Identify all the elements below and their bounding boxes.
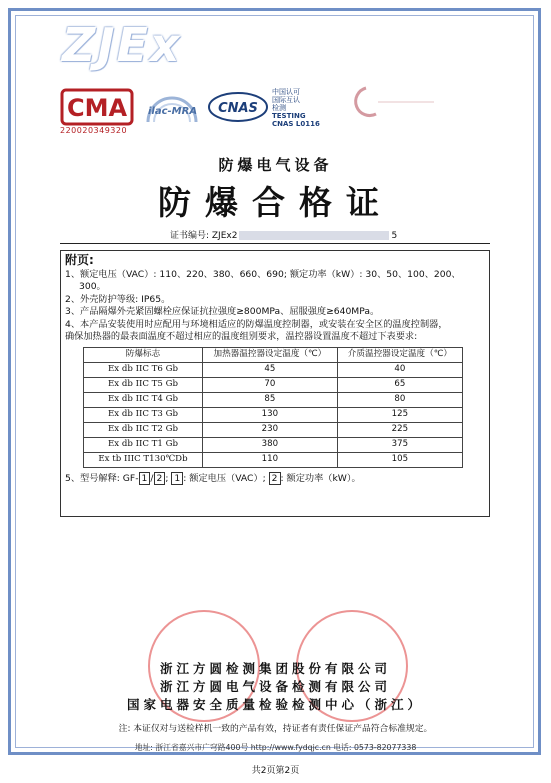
item-1-cont: 300。 [79,281,106,292]
org-2: 浙江方圆电气设备检测有限公司 [159,679,391,694]
table-header: 介质温控器设定温度（℃） [337,347,462,362]
cnas-text [272,88,322,128]
cma-logo-icon [60,88,134,128]
item-5: 5、型号解释: GF- 1 / 2 ; 1 : 额定电压（VAC）; 2 : 额定功率（kW）。 [65,472,361,484]
document-subtitle: 防爆电气设备 [218,156,333,174]
header-divider [60,243,490,244]
table-cell: Ex db IIC T3 Gb [84,407,203,422]
table-row [84,392,463,407]
ilac-label: ilac-MRA [148,106,198,117]
table-header: 防爆标志 [84,347,203,362]
table-cell: 70 [203,377,338,392]
org-3: 国家电器安全质量检验检测中心（浙江） [126,697,424,712]
svg-text:CNAS: CNAS [218,101,258,116]
redacted-block [239,231,389,240]
table-header-row [84,347,463,362]
table-cell: Ex db IIC T2 Gb [84,422,203,437]
cnas-line4: TESTING [272,112,306,120]
table-row [84,407,463,422]
table-row [84,362,463,377]
brand-logo: ZJEx [62,18,182,72]
table-cell: Ex db IIC T6 Gb [84,362,203,377]
table-cell: 130 [203,407,338,422]
cnas-line2: 国际互认 [272,96,300,104]
cnas-line3: 检测 [272,104,286,112]
appendix-heading: 附页: [65,253,94,267]
logo-row [60,82,490,142]
table-row [84,422,463,437]
org-1: 浙江方圆检测集团股份有限公司 [159,661,391,676]
item-5-rest1: : 额定电压（VAC）; [183,472,269,484]
table-cell: 80 [337,392,462,407]
item-5-prefix: 5、型号解释: GF- [65,472,139,484]
certificate-number [170,228,397,241]
table-row [84,437,463,452]
table-cell: 65 [337,377,462,392]
item-5-rest2: : 额定功率（kW）。 [280,472,361,484]
appendix-box [60,250,490,517]
cma-number: 220020349320 [60,126,128,135]
issuing-organizations [0,660,551,714]
table-row [84,377,463,392]
svg-text:CMA: CMA [66,94,128,122]
table-row [84,452,463,467]
table-cell: Ex db IIC T5 Gb [84,377,203,392]
table-cell: 40 [337,362,462,377]
cnas-logo-icon [208,92,268,122]
item-3: 3、产品隔爆外壳紧固螺栓应保证抗拉强度≥800MPa、屈服强度≥640MPa。 [65,306,380,317]
item-5-sep: ; [165,472,172,484]
table-cell: 375 [337,437,462,452]
legend-box-1: 1 [171,472,183,485]
cert-suffix: 5 [391,231,398,241]
test-center-logo-icon [338,82,438,122]
table-cell: Ex db IIC T4 Gb [84,392,203,407]
table-cell: 110 [203,452,338,467]
table-cell: Ex tb IIIC T130℃Db [84,452,203,467]
cert-label: 证书编号: ZJEx2 [170,231,238,241]
table-cell: 105 [337,452,462,467]
legend-box-2: 2 [269,472,281,485]
table-cell: 85 [203,392,338,407]
cnas-line5: CNAS L0116 [272,120,320,128]
temperature-table [83,347,463,468]
item-4b: 确保加热器的最表面温度不超过相应的温度组别要求，温控器设置温度不超过下表要求: [65,331,418,342]
page-number: 共2页第2页 [251,766,300,776]
model-box-2: 2 [154,472,166,485]
item-4a: 4、本产品安装使用时应配用与环境相适应的防爆温度控制器，或安装在安全区的温度控制器， [65,318,448,330]
table-cell: 380 [203,437,338,452]
footer-address: 地址: 浙江省嘉兴市广穹路400号 http://www.fydqjc.cn 电话: 0573-82077338 [134,743,417,752]
cnas-line1: 中国认可 [272,88,300,96]
model-box-1: 1 [139,472,151,485]
footer-note: 注: 本证仅对与送检样机一致的产品有效，持证者有责任保证产品符合标准规定。 [118,724,433,734]
table-cell: 45 [203,362,338,377]
table-cell: 225 [337,422,462,437]
item-2: 2、外壳防护等级: IP65。 [65,293,171,305]
table-header: 加热器温控器设定温度（℃） [203,347,338,362]
table-cell: 125 [337,407,462,422]
item-1: 1、额定电压（VAC）: 110、220、380、660、690; 额定功率（kW）: 30、50、100、200、 [65,268,461,280]
document-title: 防爆合格证 [158,183,393,222]
table-cell: Ex db IIC T1 Gb [84,437,203,452]
table-cell: 230 [203,422,338,437]
